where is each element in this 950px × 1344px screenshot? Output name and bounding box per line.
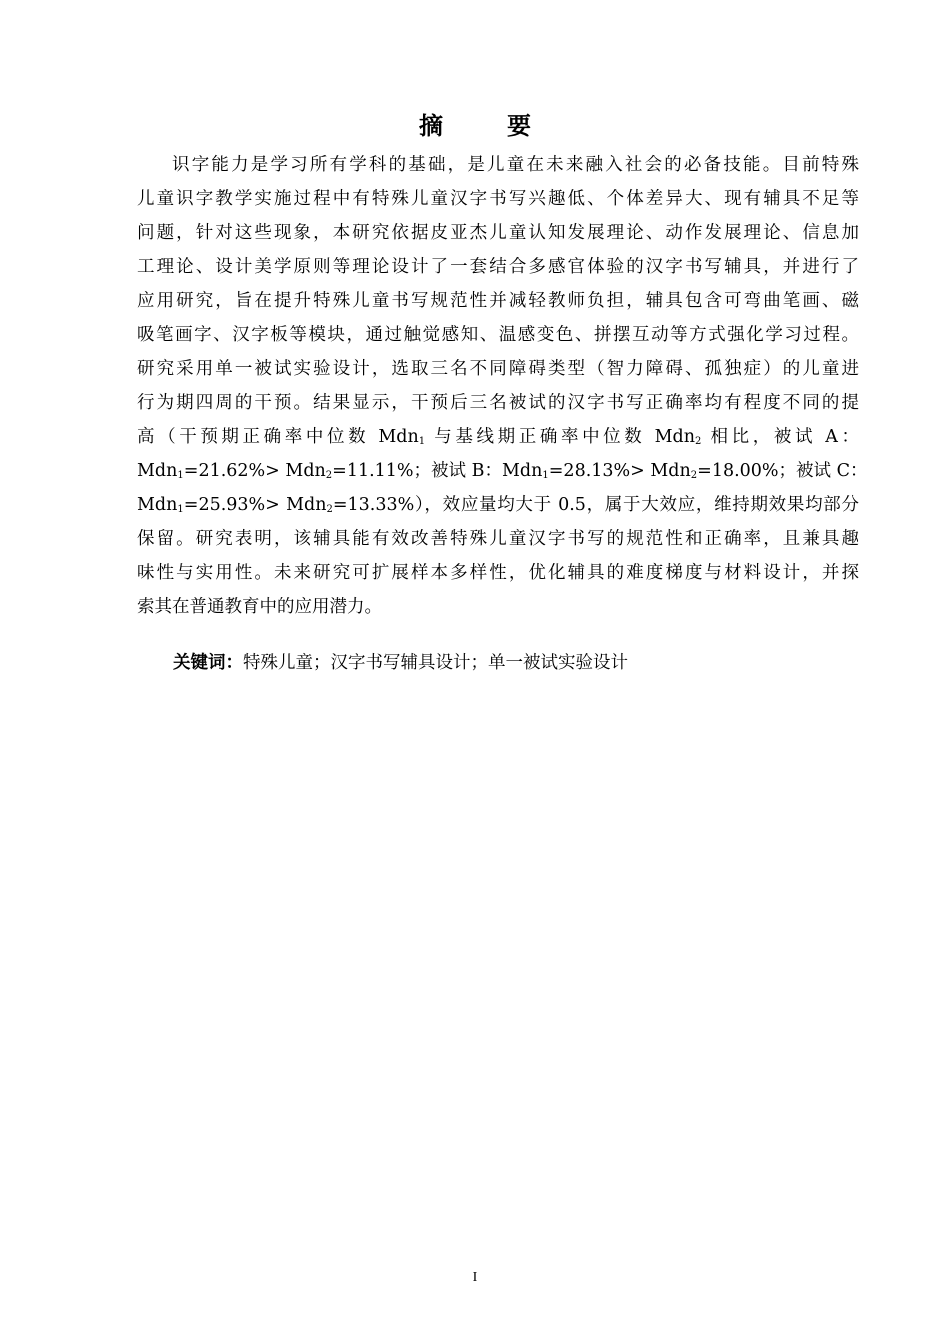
abstract-line-8: 行为期四周的干预。结果显示，干预后三名被试的汉字书写正确率均有程度不同的提	[137, 393, 859, 413]
subscript: 1	[177, 470, 184, 481]
subscript: 2	[690, 470, 698, 481]
subscript: 1	[418, 436, 426, 447]
abstract-body	[137, 148, 868, 624]
abstract-line-12: 保留。研究表明，该辅具能有效改善特殊儿童汉字书写的规范性和正确率，且兼具趣	[137, 529, 859, 549]
text-fragment: =11.11%；被试 B：Mdn	[332, 461, 543, 481]
text-fragment: 与基线期正确率中位数 Mdn	[425, 427, 695, 447]
abstract-line-1: 识字能力是学习所有学科的基础，是儿童在未来融入社会的必备技能。目前特殊	[172, 155, 859, 175]
abstract-line-13: 味性与实用性。未来研究可扩展样本多样性，优化辅具的难度梯度与材料设计，并探	[137, 563, 859, 583]
text-fragment: =13.33%），效应量均大于 0.5，属于大效应，维持期效果均部分	[332, 495, 859, 515]
abstract-line-4: 工理论、设计美学原则等理论设计了一套结合多感官体验的汉字书写辅具，并进行了	[137, 257, 859, 277]
subscript: 2	[326, 504, 333, 515]
keywords-label: 关键词：	[173, 653, 243, 673]
abstract-line-6: 吸笔画字、汉字板等模块，通过触觉感知、温感变色、拼摆互动等方式强化学习过程。	[137, 325, 859, 345]
abstract-title: 摘 要	[419, 111, 551, 140]
text-fragment: =18.00%；被试 C：	[697, 461, 868, 481]
text-fragment: 相比，被试 A：	[701, 427, 859, 447]
abstract-line-2: 儿童识字教学实施过程中有特殊儿童汉字书写兴趣低、个体差异大、现有辅具不足等	[137, 189, 859, 209]
subscript: 2	[325, 470, 333, 481]
abstract-line-9	[137, 420, 859, 454]
text-fragment: Mdn	[137, 461, 178, 481]
text-fragment: =25.93%> Mdn	[183, 495, 327, 515]
subscript: 2	[694, 436, 702, 447]
abstract-line-14: 索其在普通教育中的应用潜力。	[137, 597, 382, 617]
keywords-text: 特殊儿童；汉字书写辅具设计；单一被试实验设计	[243, 653, 628, 673]
abstract-line-5: 应用研究，旨在提升特殊儿童书写规范性并减轻教师负担，辅具包含可弯曲笔画、磁	[137, 291, 859, 311]
text-fragment: =21.62%> Mdn	[183, 461, 326, 481]
abstract-line-11	[137, 488, 859, 522]
text-fragment: Mdn	[137, 495, 178, 515]
abstract-line-10	[137, 454, 868, 488]
abstract-line-3: 问题，针对这些现象，本研究依据皮亚杰儿童认知发展理论、动作发展理论、信息加	[137, 223, 859, 243]
abstract-line-7: 研究采用单一被试实验设计，选取三名不同障碍类型（智力障碍、孤独症）的儿童进	[137, 359, 859, 379]
text-fragment: =28.13%> Mdn	[548, 461, 691, 481]
keywords	[173, 646, 628, 680]
page-number: I	[472, 1270, 478, 1285]
subscript: 1	[542, 470, 549, 481]
subscript: 1	[177, 504, 184, 515]
text-fragment: 高（干预期正确率中位数 Mdn	[137, 427, 419, 447]
